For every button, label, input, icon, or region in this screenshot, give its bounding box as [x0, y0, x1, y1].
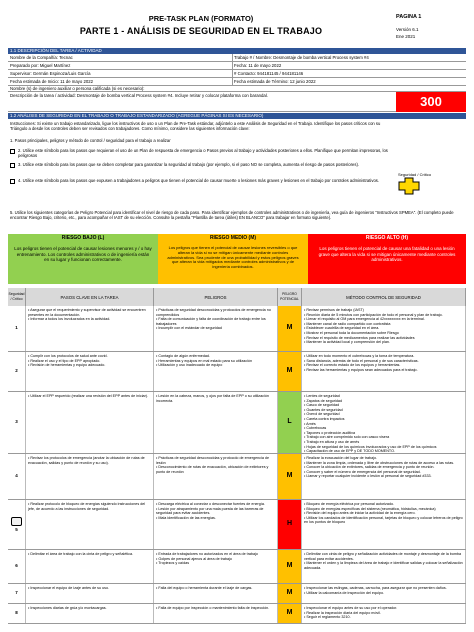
steps-cell [26, 454, 154, 499]
hazards-item: • Falta de comunicación y falta de coordinación de trabajo entre los trabajadores [156, 317, 275, 326]
work-field: Trabajo # / Nombre: Desmontaje de bomba vertical Process system #4 [234, 55, 369, 60]
col-control-method: MÉTODO CONTROL DE SEGURIDAD [302, 288, 466, 306]
controls-item: • Utilizar en todo momento el cubrebocas y la toma de temperatura. [304, 354, 463, 359]
risk-medium-description: Los peligros que tienen el potencial de causar lesiones reversibles o que alteran la vida si no se mitigan únicamente mediante controles administrativos. Sea prudente de una probabilidad y estos peligros graves que alteran la vida mitigados mediante controles administrativos y de ingeniería combinados. [158, 242, 308, 284]
version-label: Versión 6.1 [396, 27, 419, 32]
controls-item: • Revisar el requisito de medicamentos para realizar las actividades [304, 336, 463, 341]
row-number-cell [8, 604, 26, 623]
symbol-box-3 [10, 163, 15, 168]
controls-cell [302, 604, 466, 623]
controls-item: • Zapatos de seguridad [304, 399, 463, 404]
steps-cell [26, 392, 154, 453]
hazards-cell [154, 392, 278, 453]
steps-item: • Informar a todos los involucrados en la actividad. [28, 317, 151, 322]
row-number: 6 [15, 563, 18, 569]
symbol-box-2 [10, 149, 15, 154]
section-1-2-header: 1.2 ANÁLISIS DE SEGURIDAD EN EL TRABAJO O TRABAJO ESTANDARIZADO (AGREGUE PÁGINAS SI ES NECESARIO) [8, 113, 466, 119]
risk-medium-heading: RIESGO MEDIO (M) [158, 234, 308, 242]
controls-list [304, 502, 463, 525]
row-number: 4 [15, 473, 18, 479]
controls-list [304, 394, 463, 453]
row-number-cell [8, 550, 26, 583]
controls-item: • Bloqueo de energías específicas del sistema (neumática, hidráulica, mecánica) [304, 507, 463, 512]
hazards-list [156, 354, 275, 368]
hazards-list [156, 606, 275, 611]
controls-item: • Bloqueo de energía eléctrica por personal autorizado. [304, 502, 463, 507]
risk-high-description: Los peligros tienen el potencial de causar una fatalidad o una lesión grave que altera la vida si se mitigan únicamente mediante controles administrativos. [308, 242, 466, 284]
controls-item: • Establecer cuadrilla de seguridad en el área. [304, 326, 463, 331]
controls-item: • Revisar permisos de trabajo (IAST) [304, 308, 463, 313]
row-number-cell [8, 454, 26, 499]
risk-level-cell: M [278, 604, 302, 623]
hazards-item: • Desconocimiento de rutas de evacuación, ubicación de extintores y punto de reunión [156, 465, 275, 474]
row-number-cell [8, 500, 26, 549]
table-row [8, 454, 466, 500]
info-row-dates [8, 78, 466, 86]
controls-item: • Revisión del equipo antes de iniciar la actividad de la energía cero. [304, 511, 463, 516]
risk-low-description: Los peligros tienen el potencial de causar lesiones menores y / o hay entrenamiento. Los controles administrativos o de ingeniería están en su lugar y funcionan correctamente. [8, 242, 158, 284]
row-number-cell [8, 306, 26, 351]
controls-cell [302, 550, 466, 583]
hazards-cell [154, 306, 278, 351]
controls-item: • Utilizar los candados de identificación personal, tarjetas de bloqueo y colocar letreros de peligro en los puntos de bloqueo [304, 516, 463, 525]
company-field: Nombre de la Compañía: Tecnac [10, 55, 73, 60]
controls-item: • Mantener la actividad local y comprensión del plan. [304, 340, 463, 345]
controls-cell [302, 352, 466, 391]
instruction-step-3: 3. Utilice este símbolo para los pasos que se deben completar para garantizar la seguridad al trabajo (por ejemplo, si el paso NO se completa, aumenta el riesgo de pasos posteriores). [18, 162, 359, 167]
row-number: 8 [15, 610, 18, 616]
row-number-cell [8, 584, 26, 603]
table-row [8, 306, 466, 352]
table-row [8, 550, 466, 584]
task-description: Descripción de la tarea / actividad: Desmontaje de bomba vertical Process system #4. Incluye retirar y colocar plataforma con barandal. [8, 92, 396, 112]
hazards-cell [154, 352, 278, 391]
controls-item: • Realizar la evacuación del lugar de trabajo. [304, 456, 463, 461]
info-row-prepared [8, 62, 466, 70]
controls-item: • Capacitación de uso de EPP y DE TODO MOMENTO. [304, 449, 463, 453]
symbol-box-4 [10, 179, 15, 184]
instruction-step-4: 4. Utilice este símbolo para los pasos que expusen a trabajadores a peligros que tienen el potencial de causar muerte o lesiones más graves y lesiones en el trabajo por controles administrativos. [18, 178, 380, 183]
risk-level-cell: L [278, 392, 302, 453]
start-date-field: Fecha estimada de Inicio: 11 de mayo 2022 [10, 79, 94, 84]
controls-list [304, 456, 463, 479]
page-label: PAGINA 1 [396, 14, 422, 20]
risk-level-cell: M [278, 306, 302, 351]
table-row [8, 584, 466, 604]
safety-critical-label: Seguridad / Crítico [398, 172, 432, 177]
steps-item: • Delimitar el área de trabajo con la cinta de peligro y señalética. [28, 552, 151, 557]
risk-level-cell: M [278, 550, 302, 583]
hazards-cell [154, 500, 278, 549]
safety-critical-legend [398, 172, 440, 194]
info-row-supervisor [8, 70, 466, 78]
controls-item: • Seguir el reglamento 3210. [304, 615, 463, 620]
hazards-item: • Utilización y uso inadecuado de equipo [156, 363, 275, 368]
hazards-list [156, 502, 275, 520]
hazards-item: • Lesión en la cabeza, manos, y ojos por falta de EPP o su utilización incorrecta. [156, 394, 275, 403]
controls-item: • Guantes de seguridad [304, 408, 463, 413]
hazards-item: • Tropiezos y caídas [156, 561, 275, 566]
controls-cell [302, 454, 466, 499]
controls-item: • Overol de seguridad [304, 412, 463, 417]
date-field: Fecha: 11 de mayo 2022 [234, 63, 282, 68]
controls-item: • Conocer la ubicación de extintores, salidas de emergencia y punto de reunión. [304, 465, 463, 470]
steps-cell [26, 352, 154, 391]
section-1-1-header: 1.1 DESCRIPCIÓN DEL TAREA / ACTIVIDAD [8, 48, 466, 54]
steps-item: • Asegurar que el requerimiento y supervisor de actividad se encuentren presentes en la documentación. [28, 308, 151, 317]
hazards-cell [154, 454, 278, 499]
steps-list [28, 456, 151, 465]
steps-item: • Realizar el uso y el tipo de EPP apropiado. [28, 359, 151, 364]
row-number-cell [8, 352, 26, 391]
steps-item: • Utilizar el EPP requerido (realizar una revisión del EPP antes de iniciar). [28, 394, 151, 399]
steps-item: • Inspecciones diarias de grúa y/o montacargas. [28, 606, 151, 611]
controls-cell [302, 392, 466, 453]
row-number: 3 [15, 419, 18, 425]
row-number: 5 [15, 526, 18, 532]
steps-list [28, 552, 151, 557]
controls-item: • Trabajo en altura y uso de arnés [304, 440, 463, 445]
safety-critical-icon [398, 177, 420, 195]
steps-list [28, 394, 151, 399]
steps-list [28, 308, 151, 322]
row-number-cell [8, 392, 26, 453]
instructions-intro: Instrucciones: Si existe un trabajo estandarizado, ligue los instructivos de uso o un Plan de Pre-Task estándar, adjúntelo a este Análisis de Seguridad en el Trabajo. Identifique los pasos críticos con su Triángulo a desde los controles deben ser revisados con trabajadores. Como mínimo, considere las siguientes información clave: [10, 121, 381, 131]
risk-level-cell: M [278, 584, 302, 603]
hazards-item: • Falla del equipo o herramienta durante el izaje de cargas. [156, 586, 275, 591]
steps-item: • Revisión de herramientas y equipo adecuado. [28, 363, 151, 368]
controls-item: • Inspeccionar las eslingas, cadenas, carrucha, para asegurar que no presenten daños. [304, 586, 463, 591]
controls-item: • Sana distancia, además de todo el personal y de sus características. [304, 359, 463, 364]
controls-list [304, 606, 463, 620]
hazards-cell [154, 550, 278, 583]
hazards-list [156, 552, 275, 566]
controls-item: • Revisar las herramientas y equipos sean adecuados para el trabajo. [304, 368, 463, 373]
pre-task-plan-sheet [8, 12, 466, 620]
hazards-item: • Entrada de trabajadores no autorizados en el área de trabajo [156, 552, 275, 557]
steps-cell [26, 550, 154, 583]
contact-field: # Contacto: 944181145 / 944181146 [234, 71, 304, 76]
instruction-step-1: 1. Pasos principales, peligros y método de control / seguridad para el trabajo a realizar [10, 138, 171, 143]
col-key-steps: PASOS CLAVE EN LA TAREA [26, 288, 154, 306]
hazards-item: • Mala identificación de las energías. [156, 516, 275, 521]
steps-cell [26, 584, 154, 603]
steps-cell [26, 500, 154, 549]
controls-item: • Utilizar la calcomanía de inspección del equipo. [304, 591, 463, 596]
supervisor-field: Supervisor: Germán Espinoza/Luis García [10, 71, 91, 76]
hazards-list [156, 394, 275, 403]
steps-item: • Revisar los protocolos de emergencia (anotar la ubicación de rutas de evacuación, salidas y punto de reunión y su uso). [28, 456, 151, 465]
controls-item: • Mantener canal de radio compartido con contratista [304, 322, 463, 327]
controls-item: • Mostrar el personal toda la documentación sobre Riesgo [304, 331, 463, 336]
controls-item: • Cubrebocas [304, 426, 463, 431]
document-header [8, 12, 466, 48]
controls-item: • Lentes de seguridad [304, 394, 463, 399]
controls-item: • Delimitar con cinta de peligro y señalización actividades de montaje y desmontaje de la bomba vertical para evitar accidentes. [304, 552, 463, 561]
col-hazards: PELIGROS [154, 288, 278, 306]
row-number: 7 [15, 590, 18, 596]
row-number: 1 [15, 325, 18, 331]
controls-item: • Hojas de seguridad de los químicos involucrados y uso de EPP de los químicos [304, 445, 463, 450]
risk-score: 300 [396, 92, 466, 112]
steps-cell [26, 604, 154, 623]
table-row [8, 604, 466, 624]
controls-item: • Tapones o protección auditiva [304, 431, 463, 436]
steps-cell [26, 306, 154, 351]
info-row-company [8, 54, 466, 62]
hazards-item: • Prácticas de seguridad desconocidas y protocolos de emergencia no comprendidos [156, 308, 275, 317]
hazards-item: • Herramientas y equipos en mal estado para su utilización [156, 359, 275, 364]
controls-item: • Mantener el orden y la limpieza del área de trabajo e identificar salidas y colocar la señalización adecuada. [304, 561, 463, 570]
instruction-step-5: 5. Utilice los siguientes categorías de Peligro Potencial para identificar el nivel de riesgo de cada paso. Para identificar ejemplos de controles administrativos o de ingeniería, vea guía de ingenieros "Instructivos SPMEA". (El completo puede encontrar Riesgo Bajo, criterio, etc., para acompañar el IAST de su elección. Consulte la pestaña "Plantilla de tarea (útiles) EN BLANCO" para trabajar en formato siguiente). [10, 210, 454, 220]
hazards-list [156, 308, 275, 331]
controls-cell [302, 306, 466, 351]
controls-item: • Revisar el correcto estado de los equipos y herramientas. [304, 363, 463, 368]
controls-item: • Careta contra impactos [304, 417, 463, 422]
controls-list [304, 586, 463, 595]
col-safety-critical: Seguridad / Crítico [8, 288, 26, 306]
controls-item: • Llenar el requisito al OM para emergencia al 42xxxxxxxxx en la terminal. [304, 317, 463, 322]
end-date-field: Fecha estimada de Término: 12 junio 2022 [234, 79, 316, 84]
steps-list [28, 586, 151, 591]
hazards-cell [154, 584, 278, 603]
form-subtitle: PARTE 1 - ANÁLISIS DE SEGURIDAD EN EL TRABAJO [79, 26, 323, 36]
form-title: PRE-TASK PLAN (FORMATO) [148, 14, 254, 23]
risk-high-heading: RIESGO ALTO (H) [308, 234, 466, 242]
controls-item: • Inspeccionar el equipo antes de su uso por el operador. [304, 606, 463, 611]
controls-cell [302, 584, 466, 603]
controls-item: • Llamar y reportar cualquier incidente o lesión al personal de seguridad #333. [304, 474, 463, 479]
version-date: Ene 2021 [396, 34, 416, 39]
row-number: 2 [15, 368, 18, 374]
hazards-item: • Descarga eléctrica al conectar o desconectar fuentes de energía. [156, 502, 275, 507]
controls-item: • Mantener la zona limpia, ordenada y libre de obstrucciones de rutas de acceso a las rutas. [304, 461, 463, 466]
steps-item: • Realizar protocolo de bloqueo de energías siguiendo instrucciones del jefe, de acuerdo a las instrucciones de seguridad. [28, 502, 151, 511]
hazards-list [156, 456, 275, 474]
info-divider [232, 54, 233, 86]
hazards-list [156, 586, 275, 591]
risk-level-cell: H [278, 500, 302, 549]
controls-cell [302, 500, 466, 549]
competent-person-field: Nombre (s) de ingeniero auxiliar o persona calificada (si es necesario): [10, 86, 145, 91]
controls-item: • Reunión diaria de 5 minutos con participación de todo el personal y plan de trabajo. [304, 313, 463, 318]
hazards-item: • Lesión por atrapamiento por una mala puesta de las barreras de seguridad para evitar accidentes. [156, 507, 275, 516]
critical-step-icon [11, 517, 22, 526]
prepared-by-field: Preparado por: Miguel Martínez [10, 63, 71, 68]
steps-item: • Inspeccionar el equipo de izaje antes de su uso. [28, 586, 151, 591]
controls-item: • Casco de seguridad [304, 403, 463, 408]
table-row [8, 392, 466, 454]
hazards-item: • Incumplir con el estándar de seguridad [156, 326, 275, 331]
col-potential-hazard: PELIGRO POTENCIAL [278, 288, 302, 306]
table-row [8, 500, 466, 550]
steps-list [28, 502, 151, 511]
hazards-item: • Contagio de algún enfermedad. [156, 354, 275, 359]
hazards-cell [154, 604, 278, 623]
controls-list [304, 354, 463, 372]
controls-item: • Realizar la inspección diaria del equipo móvil. [304, 611, 463, 616]
risk-level-cell: M [278, 454, 302, 499]
instruction-step-2: 2. Utilice este símbolo para los pasos que requieran el uso de un Plan de respuesta de emergencia o Pasos previos al trabajo y actividades posteriores a ellos. Planifique que permitan impresoras, los peligrosos [18, 148, 388, 158]
controls-item: • Trabajo con aire comprimido solo con casco visera [304, 435, 463, 440]
controls-item: • Conocer y saber el número de emergencia del personal de seguridad. [304, 470, 463, 475]
hazards-item: • Falla de equipo por inspección o mantenimiento falta de inspección. [156, 606, 275, 611]
controls-item: • Arnés [304, 422, 463, 427]
controls-list [304, 552, 463, 570]
steps-list [28, 354, 151, 368]
steps-item: • Cumplir con los protocolos de salud ante covid. [28, 354, 151, 359]
hazards-item: • Prácticas de seguridad desconocidas y protocolo de emergencia de lesión [156, 456, 275, 465]
risk-level-cell: M [278, 352, 302, 391]
controls-list [304, 308, 463, 345]
steps-list [28, 606, 151, 611]
hazards-item: • Golpes de personal ajenos al área de trabajo [156, 557, 275, 562]
table-row [8, 352, 466, 392]
risk-low-heading: RIESGO BAJO (L) [8, 234, 158, 242]
